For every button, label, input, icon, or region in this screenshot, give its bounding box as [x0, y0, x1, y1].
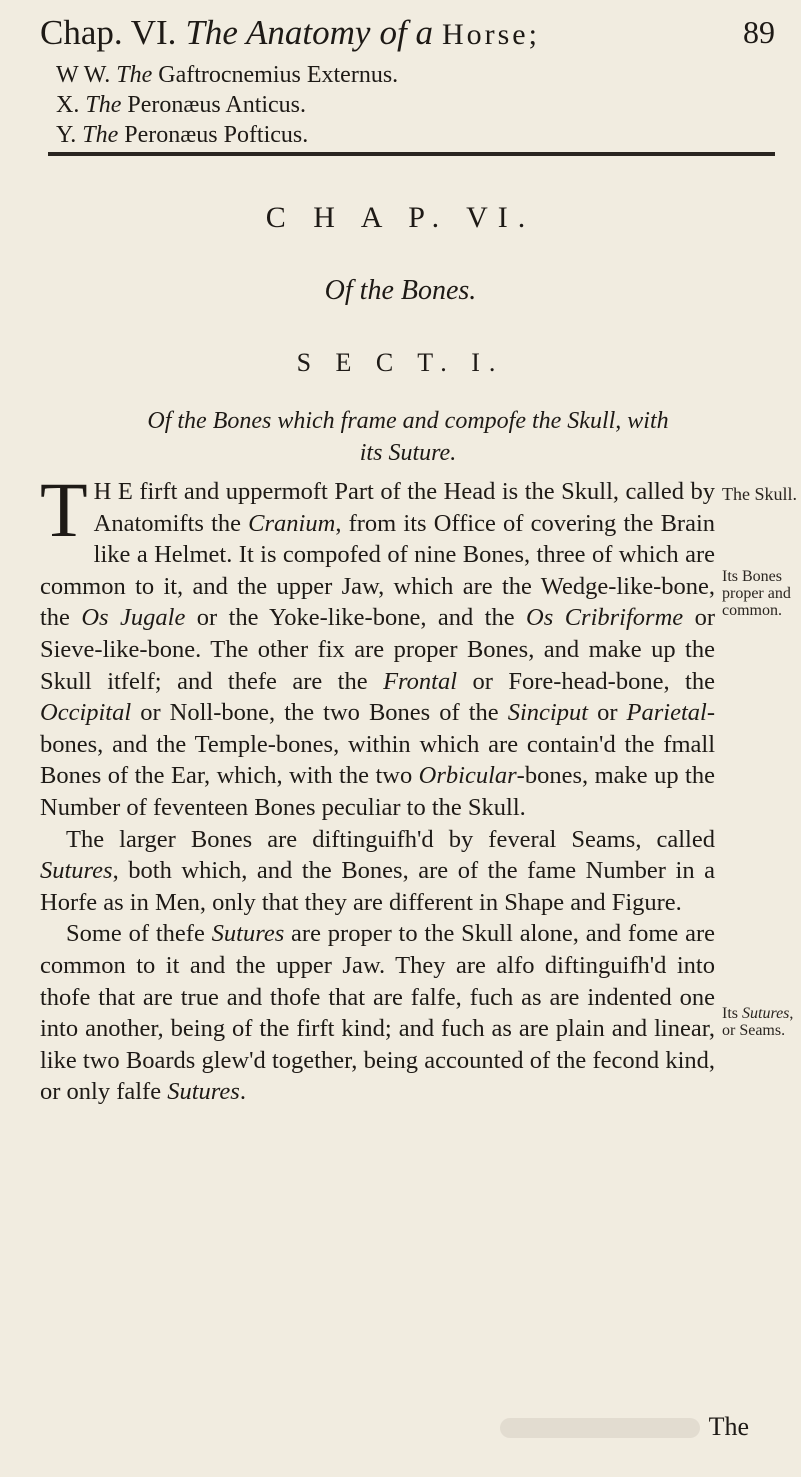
text-run: , from its Office of covering the Brain like a Helmet. It is compofed of nine Bones, three of which are common to it, and the upper Jaw, which are the Wedge-like-bone, the	[40, 509, 715, 632]
drop-cap: T	[40, 466, 88, 553]
legend-item	[56, 60, 398, 90]
legend-item	[56, 90, 398, 120]
legend-item	[56, 120, 398, 150]
text-run: -bones, and the Temple-bones, within which are contain'd the fmall Bones of the Ear, which, with the two	[40, 699, 715, 790]
text-run: H E firft and uppermoft Part of the Head is the Skull, called by Anatomifts the	[93, 478, 715, 537]
running-head	[40, 6, 775, 58]
book-title-horse: Horse;	[441, 18, 540, 51]
margin-note-skull: The Skull.	[722, 484, 797, 504]
page-number: 89	[743, 14, 775, 50]
text-run: or Fore-head-bone, the	[457, 667, 715, 695]
legend-name: Peronæus Anticus.	[127, 92, 307, 118]
legend-the: The	[85, 92, 122, 118]
chapter-label: Chap. VI.	[40, 13, 177, 52]
section-title-line: Of the Bones which frame and compofe the Skull, with	[147, 408, 669, 434]
legend-the: The	[82, 122, 119, 148]
paragraph	[40, 824, 715, 919]
text-run: Sutures	[742, 1005, 790, 1022]
section-heading: S E C T. I.	[296, 348, 505, 377]
legend-name: Peronæus Pofticus.	[124, 122, 309, 148]
ink-smudge	[500, 1418, 700, 1438]
term-sutures: Sutures	[167, 1078, 240, 1106]
text-run: , both which, and the Bones, are of the fame Number in a Horfe as in Men, only that they are different in Shape and Figure.	[40, 857, 715, 916]
chapter-heading: C H A P. VI.	[265, 201, 536, 234]
term-cranium: Cranium	[248, 509, 336, 537]
text-run: Its	[722, 1005, 742, 1022]
chapter-subtitle: Of the Bones.	[324, 275, 477, 306]
legend-letter: Y.	[56, 122, 77, 148]
text-run: or Noll-bone, the two Bones of the	[131, 699, 508, 727]
legend-name: Gaftrocnemius Externus.	[158, 62, 399, 88]
text-run: or	[588, 699, 627, 727]
text-run: are proper to the Skull alone, and fome are common to it and the upper Jaw. They are alfo diftinguifh'd into thofe that are true and thofe that are falfe, fuch as are indented one into another, being of the firft kind; and fuch as are plain and linear, like two Boards glew'd together, being accounted of the fecond kind, or only falfe	[40, 920, 715, 1106]
section-title-line: its Suture.	[359, 440, 457, 466]
section-title	[48, 405, 768, 469]
term-sinciput: Sinciput	[507, 699, 589, 727]
book-title-of: of a	[379, 13, 433, 52]
text-run: Some of thefe	[66, 920, 212, 948]
legend-letter: W W.	[56, 62, 111, 88]
text-run: , or Seams.	[722, 1005, 794, 1039]
text-run: or Sieve-like-bone. The other fix are proper Bones, and make up the Skull itfelf; and thefe are the	[40, 604, 715, 695]
term-sutures: Sutures	[211, 920, 285, 948]
text-run: or the Yoke-like-bone, and the	[185, 604, 527, 632]
text-run: -bones, make up the Number of feventeen Bones peculiar to the Skull.	[40, 762, 715, 821]
legend-the: The	[116, 62, 153, 88]
margin-note-bones: Its Bones proper and common.	[722, 568, 791, 619]
margin-note-sutures	[722, 1005, 801, 1039]
paragraph	[40, 466, 715, 824]
catchword: The	[708, 1412, 749, 1441]
paragraph	[40, 918, 715, 1108]
term-os-cribriforme: Os Cribriforme	[526, 604, 684, 632]
running-head-title	[40, 6, 540, 61]
term-parietal: Parietal	[626, 699, 707, 727]
text-run: .	[239, 1078, 246, 1106]
legend-letter: X.	[56, 92, 80, 118]
header-rule	[48, 152, 775, 156]
term-frontal: Frontal	[383, 667, 458, 695]
term-os-jugale: Os Jugale	[81, 604, 186, 632]
term-orbicular: Orbicular	[418, 762, 517, 790]
term-occipital: Occipital	[40, 699, 132, 727]
term-sutures: Sutures	[40, 857, 113, 885]
figure-legend	[56, 60, 398, 150]
text-run: The larger Bones are diftinguifh'd by feveral Seams, called	[66, 825, 715, 853]
book-title: The Anatomy	[185, 13, 371, 52]
body-text	[40, 466, 715, 1108]
